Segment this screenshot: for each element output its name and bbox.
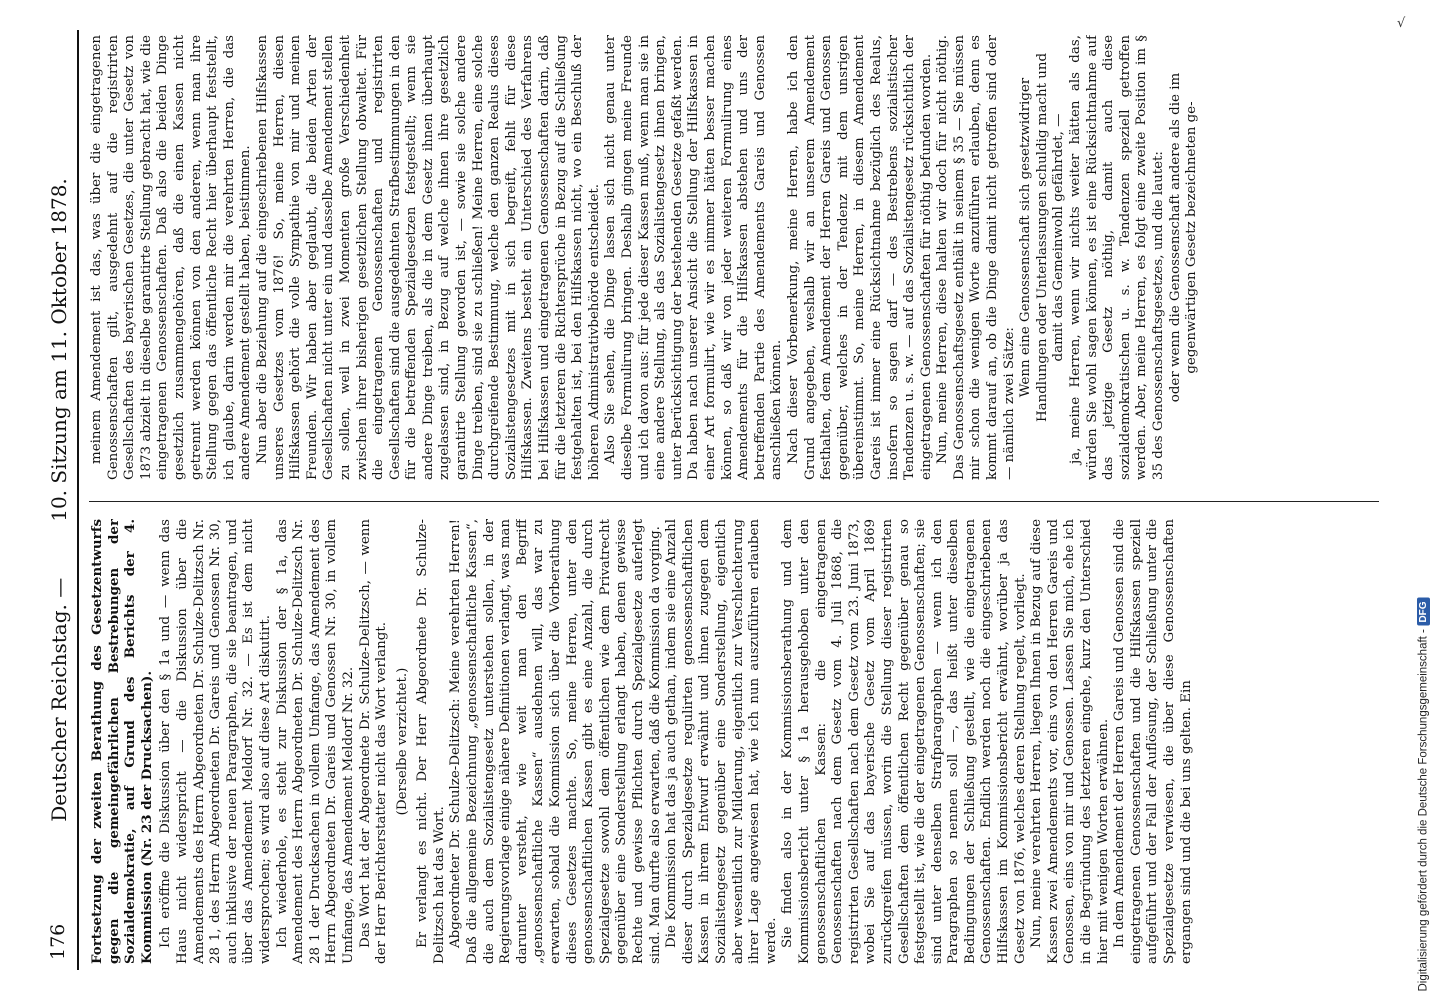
column-divider — [89, 501, 1379, 502]
paragraph: Nach dieser Vorbemerkung, meine Herren, habe ich den Grund angegeben, weshalb wir an unserem Amendement festhalten, dem Amendement der Herren Gareis und Genossen gegenüber, welches in der Tendenz mit dem unsrigen übereinstimmt. So, meine Herren, in diesem Amendement Gareis ist immer eine Rücksichtnahme bezüglich des Realus, insofern so sagen darf — des Bestrebens sozialistischer Tendenzen u. s. w. — auf das Sozialistengesetz rücksichtlich der eingetragenen Genossenschaften für nöthig befunden worden. — [785, 35, 934, 480]
scan-check-mark: √ — [1397, 16, 1406, 31]
header-rule — [77, 30, 79, 970]
page-number: 176 — [47, 923, 69, 960]
paragraph: meinem Amendement ist das, was über die eingetragenen Genossenschaften gilt, ausgedehnt auf die registrirten Gesellschaften des bayerischen Gesetzes, die unter Gesetz von 1873 abzielt in dieselbe garantirte Stellung gebracht hat, wie die eingetragenen Genossenschaften. Daß also die beiden Dinge gesetzlich zusammengehören, daß die einen Kassen nicht getrennt werden können von den anderen, wenn man ihre Stellung gegen das öffentliche Recht hier überhaupt feststellt, ich glaube, darin werden mir die verehrten Herren, die das andere Amendement gestellt haben, beistimmen. — [89, 35, 254, 480]
credit-text: Digitalisierung gefördert durch die Deutsche Forschungsgemeinschaft - — [1417, 629, 1430, 992]
quoted-law-text: oder wenn die Genossenschaft andere als die im gegenwärtigen Gesetz bezeichneten ge- — [1167, 72, 1200, 403]
paragraph: Ich eröffne die Diskussion über den § 1a und — wenn das Haus nicht widerspricht — die Diskussion über die Amendements des Herrn Abgeordneten Dr. Schulze-Delitzsch Nr. 28 1, des Herrn Abgeordneten Dr. Gareis und Genossen Nr. 30, auch inklusive der neuen Paragraphen, die sie beantragen, und über das Amendement Meldorf Nr. 32. — Es ist dem nicht widersprochen; es wird also auf diese Art diskutirt. — [158, 519, 273, 964]
dfg-logo: DFG — [1417, 598, 1430, 625]
paragraph: Die Kommission hat das ja auch gethan, indem sie eine Anzahl dieser durch Spezialgesetze regulirten genossenschaftlichen Kassen in ihrem Entwurf erwähnt und ihnen zugegen dem Sozialistengesetz gegenüber eine Sonderstellung, eigentlich aber wesentlich zur Milderung, eigentlich zur Verschlechterung ihrer Lage angewiesen hat, wie ich nun auszuführen erlauben werde. — [664, 519, 779, 964]
paragraph: Nun, meine verehrten Herren, liegen Ihnen in Bezug auf diese Kassen zwei Amendements vor, eins von den Herren Gareis und Genossen, eins von mir und Genossen. Lassen Sie mich, ehe ich in die Begründung des letzteren eingehe, kurz den Unterschied hier mit wenigen Worten erwähnen. — [1029, 519, 1111, 964]
paragraph: Ich wiederhole, es steht zur Diskussion der § 1a, das Amendement des Herrn Abgeordneten Dr. Schulze-Delitzsch Nr. 28 1 der Drucksachen in vollem Umfange, das Amendement des Herrn Abgeordneten Dr. Gareis und Genossen Nr. 30, in vollem Umfange, das Amendement Meldorf Nr. 32. — [274, 519, 356, 964]
paragraph: Abgeordneter Dr. Schulze-Delitzsch: Meine verehrten Herren! Daß die allgemeine Bezeichnung „genossenschaftliche Kassen“, die auch dem Sozialistengesetz unterstehen sollen, in der Regierungsvorlage einige nähere Definitionen verlangt, was man darunter versteht, wie weit man den Begriff „genossenschaftliche Kassen“ ausdehnen will, das war zu erwarten, sobald die Kommission sich über die Vorberathung dieses Gesetzes machte. So, meine Herren, unter den genossenschaftlichen Kassen gibt es eine Anzahl, die durch Spezialgesetze sowohl dem öffentlichen wie dem Privatrecht gegenüber eine Sonderstellung erlangt haben, denen gewisse Rechte und gewisse Pflichten durch Spezialgesetze auferlegt sind. Man durfte also erwarten, daß die Kommission da vorging. — [448, 519, 663, 964]
paragraph: Also Sie sehen, die Dinge lassen sich nicht genau unter dieselbe Formulirung bringen. Deshalb gingen meine Freunde und ich davon aus: für jede dieser Kassen muß, wenn man sie in eine andere Stellung, als das Sozialistengesetz ihnen bringen, unter Berücksichtigung der bestehenden Gesetze gefaßt werden. Da haben nach unserer Ansicht die Stellung der Hilfskassen in einer Art formulirt, wie wir es nimmer hätten besser machen können, so daß wir von jeder weiteren Formulirung eines Amendements für die Hilfskassen abstehen und uns der betreffenden Partie des Amendements Gareis und Genossen anschließen können. — [603, 35, 785, 480]
paragraph: Nun, meine Herren, diese halten wir doch für nicht nöthig. Das Genossenschaftsgesetz enthält in seinem § 35 — Sie müssen mir schon die wenigen Worte anzuführen erlauben, denn es kommt darauf an, ob die Dinge damit nicht getroffen sind oder — nämlich zwei Sätze: — [935, 35, 1017, 480]
paragraph: ja, meine Herren, wenn wir nichts weiter hätten als das, würden Sie wohl sagen können, es ist eine Rücksichtnahme auf das jetzige Gesetz nöthig, damit auch diese sozialdemokratischen u. s. w. Tendenzen speziell getroffen werden. Aber, meine Herren, es folgt eine zweite Position im § 35 des Genossenschaftsgesetzes, und die lautet: — [1068, 35, 1166, 480]
page-header — [45, 30, 73, 970]
digitization-credit — [1417, 598, 1430, 992]
right-column — [89, 35, 1377, 480]
left-column — [89, 519, 1377, 964]
paragraph: Nun aber die Beziehung auf die eingeschriebenen Hilfskassen unseres Gesetzes vom 1876! So, meine Herren, diesen Hilfskassen gehört die volle Sympathie von mir und meinen Freunden. Wir haben aber geglaubt, die beiden Arten der Gesellschaften nicht unter ein und dasselbe Amendement stellen zu sollen, weil in zwei Momenten große Verschiedenheit zwischen ihrer bisherigen gesetzlichen Stellung obwaltet. Für die eingetragenen Genossenschaften und registrirten Gesellschaften sind die ausgedehnten Strafbestimmungen in den für die betreffenden Spezialgesetzen festgestellt; wenn sie andere Dinge treiben, als die in dem Gesetz ihnen überhaupt zugelassen sind, in Bezug auf welche ihnen ihre gesetzlich garantirte Stellung geworden ist, — sowie sie solche andere Dinge treiben, sind sie zu schließen! Meine Herren, eine solche durchgreifende Bestimmung, welche den ganzen Realus dieses Sozialistengesetzes mit in sich begreift, fehlt für diese Hilfskassen. Zweitens besteht ein Unterschied des Verfahrens bei Hilfskassen und eingetragenen Genossenschaften darin, daß für die letzteren die Richtersprüche in Bezug auf die Schließung festgehalten ist, bei den Hilfskassen nicht, wo ein Beschluß der höheren Administrativbehörde entscheidet. — [254, 35, 602, 480]
rotated-page — [45, 30, 1390, 970]
paragraph: Das Wort hat der Abgeordnete Dr. Schulze-Delitzsch, — wenn der Herr Berichterstatter nicht das Wort verlangt. — [357, 519, 390, 964]
paragraph: Er verlangt es nicht. Der Herr Abgeordnete Dr. Schulze-Delitzsch hat das Wort. — [415, 519, 447, 964]
paragraph: Sie finden also in der Kommissionsberathung und dem Kommissionsbericht unter § 1a herausgehoben unter den genossenschaftlichen Kassen: die eingetragenen Genossenschaften nach dem Gesetz vom 4. Juli 1868, die registrirten Gesellschaften nach dem Gesetz vom 23. Juni 1873, wobei Sie auf das bayerische Gesetz vom April 1869 zurückgreifen müssen, worin die Stellung dieser registrirten Gesellschaften dem öffentlichen Recht gegenüber genau so festgestellt ist, wie die der eingetragenen Genossenschaften; sie sind unter denselben Strafparagraphen — wenn ich den Paragraphen so nennen soll —, das heißt unter dieselben Bedingungen der Schließung gestellt, wie die eingetragenen Genossenschaften. Endlich werden noch die eingeschriebenen Hilfskassen im Kommissionsbericht erwähnt, worüber ja das Gesetz von 1876, welches deren Stellung regelt, vorliegt. — [780, 519, 1028, 964]
header-session-title: 10. Sitzung am 11. Oktober 1878. — [47, 178, 71, 522]
header-left-title: Deutscher Reichstag. — — [47, 577, 71, 822]
quoted-law-text: Wenn eine Genossenschaft sich gesetzwidriger Handlungen oder Unterlassungen schuldig macht und damit das Gemeinwohl gefährdet, — — [1018, 52, 1067, 423]
paragraph: In dem Amendement der Herren Gareis und Genossen sind die eingetragenen Genossenschaften und die Hilfskassen speziell aufgeführt und der Fall der Auflösung, der Schließung unter die Spezialgesetze verwiesen, die über diese Genossenschaften ergangen sind und die bei uns gelten. Ein — [1112, 519, 1194, 964]
agenda-title: Fortsetzung der zweiten Berathung des Gesetzentwurfs gegen die gemeingefährlichen Bestrebungen der Sozialdemokratie, auf Grund des Berichts der 4. Kommission (Nr. 23 der Drucksachen). — [89, 519, 155, 964]
stage-direction: (Derselbe verzichtet.) — [394, 667, 410, 816]
